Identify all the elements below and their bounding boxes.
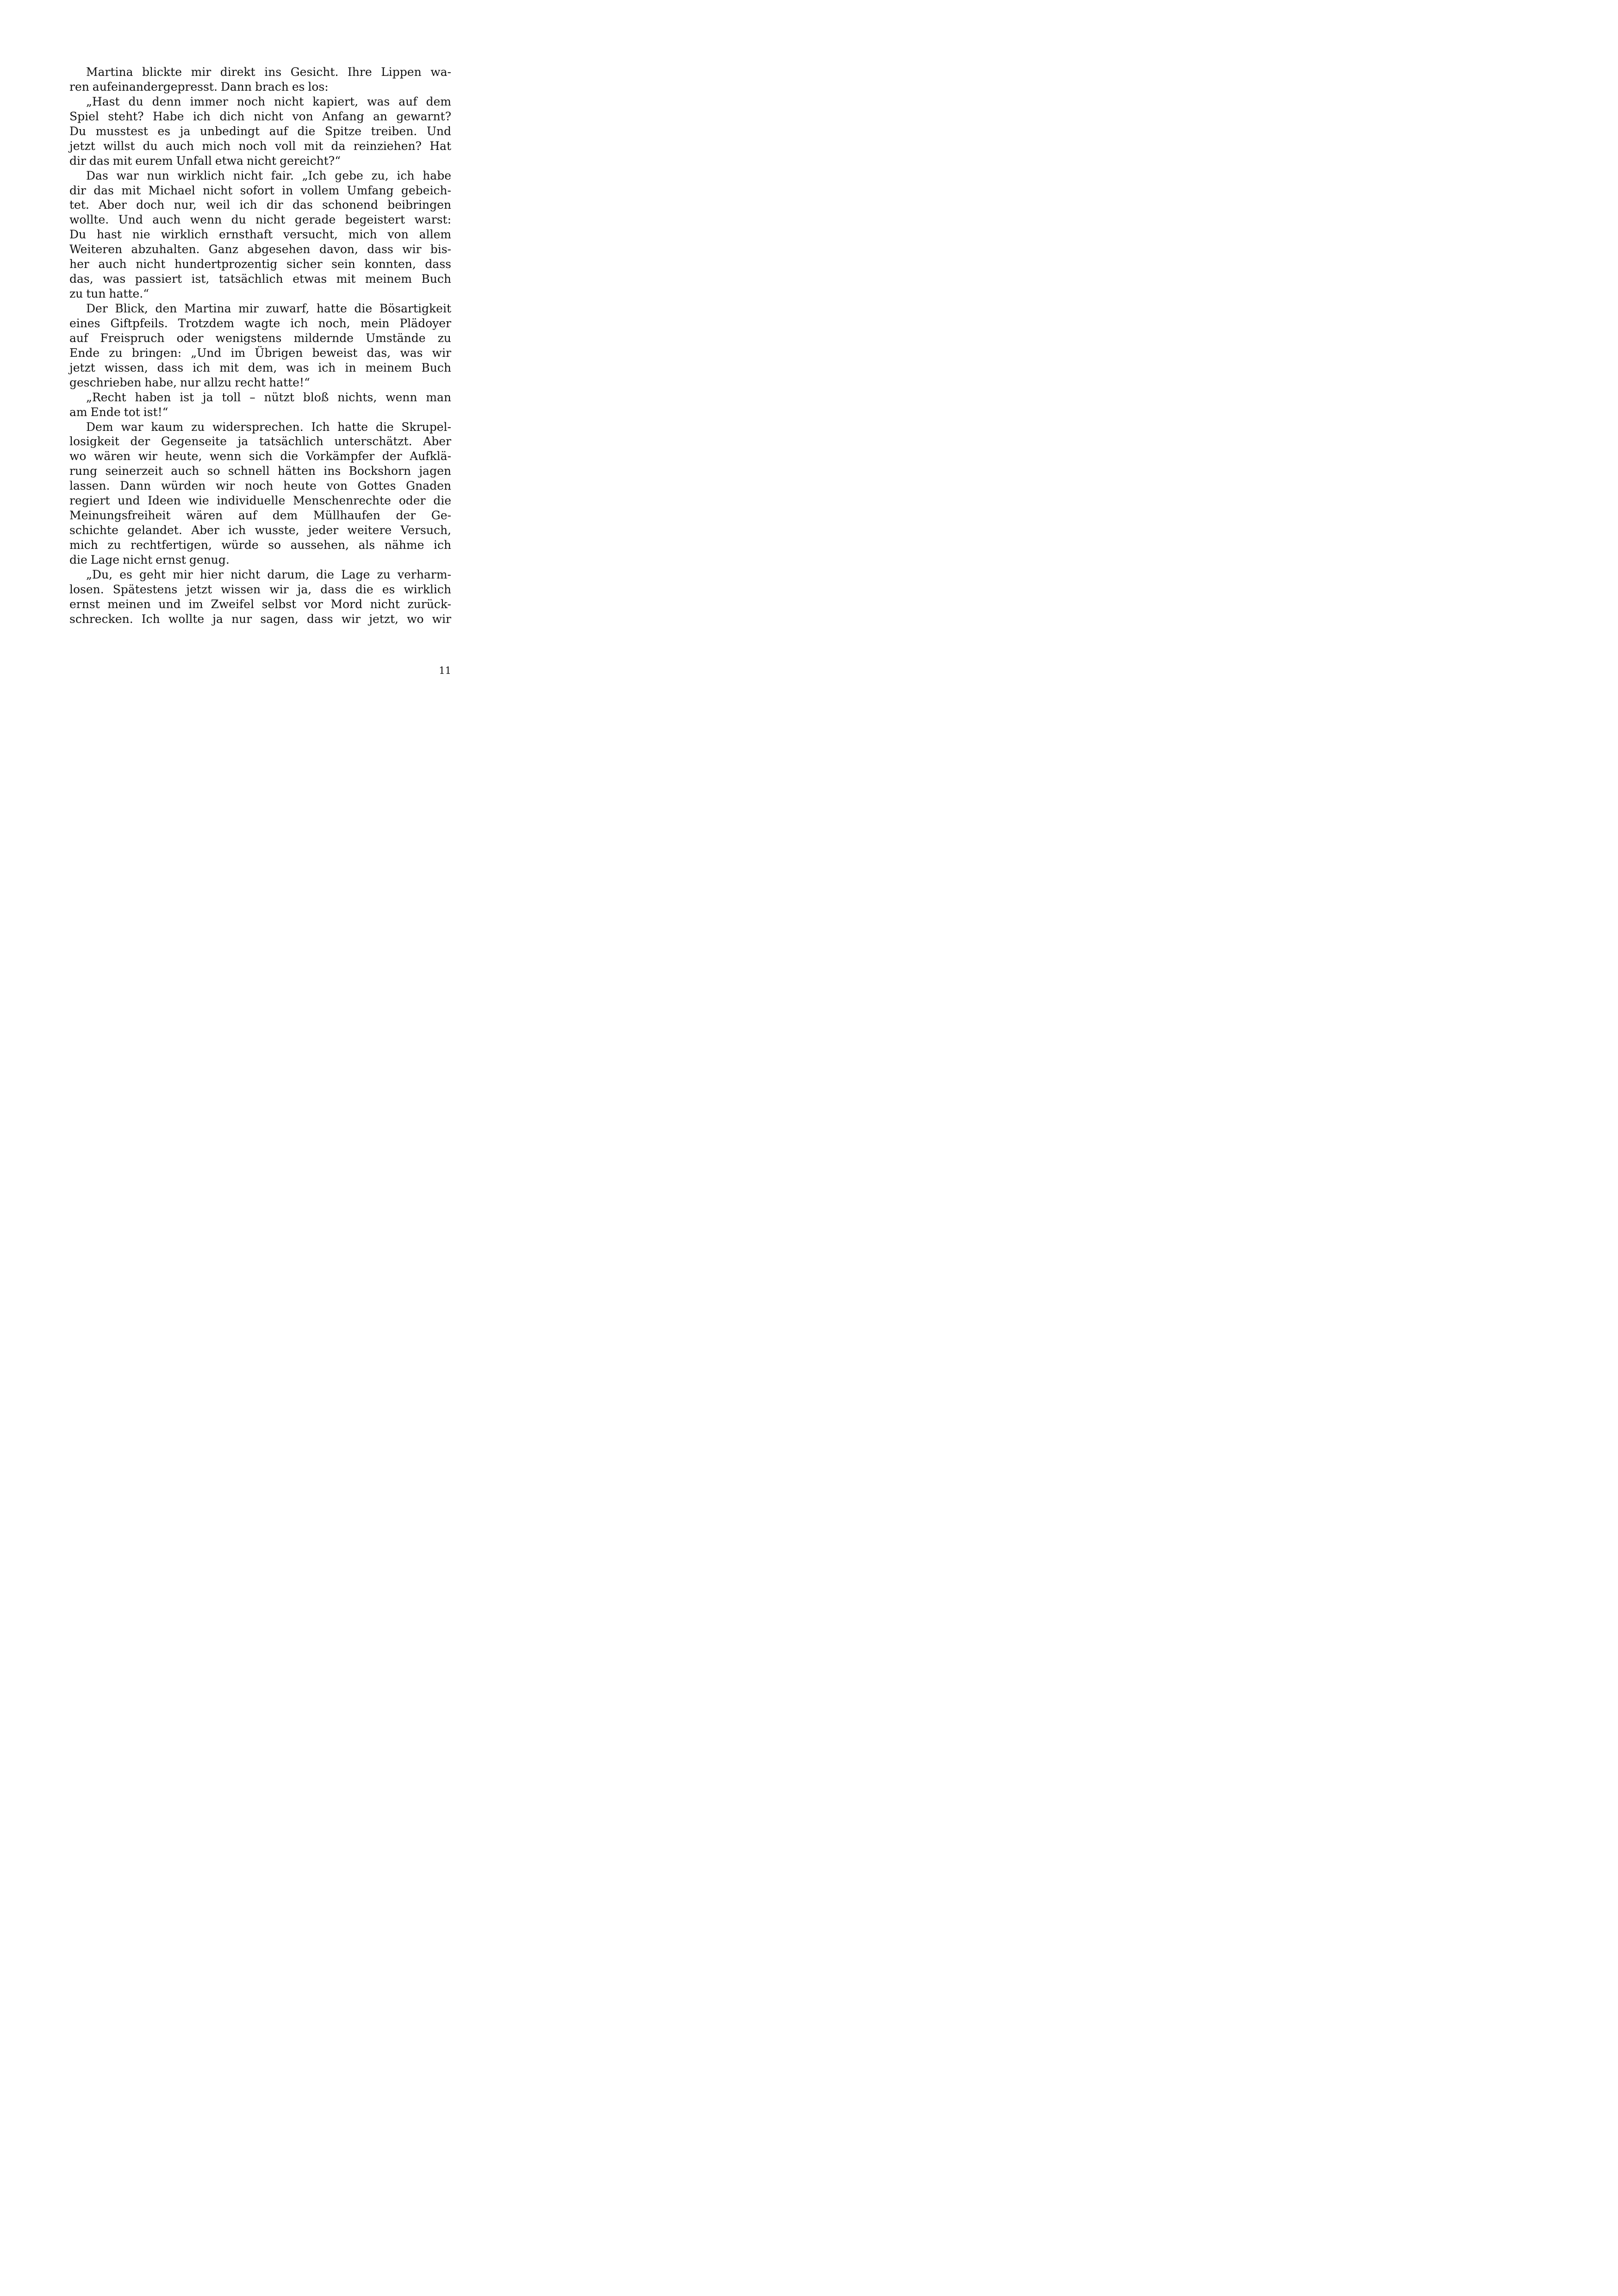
text-line: wollte. Und auch wenn du nicht gerade begeistert warst: [69,213,451,227]
text-line: Meinungsfreiheit wären auf dem Müllhaufen der Ge- [69,509,451,523]
text-line: losigkeit der Gegenseite ja tatsächlich unterschätzt. Aber [69,435,451,448]
text-line: das, was passiert ist, tatsächlich etwas mit meinem Buch [69,272,451,286]
text-line: Ende zu bringen: „Und im Übrigen beweist das, was wir [69,346,451,360]
text-line: losen. Spätestens jetzt wissen wir ja, dass die es wirklich [69,582,451,596]
text-line: am Ende tot ist!“ [69,405,168,419]
body-text [69,65,451,627]
text-line: „Du, es geht mir hier nicht darum, die Lage zu verharm- [86,567,451,581]
text-line: Der Blick, den Martina mir zuwarf, hatte die Bösartigkeit [86,302,451,315]
text-line: her auch nicht hundertprozentig sicher sein konnten, dass [69,257,451,271]
text-line: lassen. Dann würden wir noch heute von Gottes Gnaden [69,479,451,493]
text-line: geschrieben habe, nur allzu recht hatte!“ [69,375,310,389]
book-page [0,0,509,722]
text-line: Du hast nie wirklich ernsthaft versucht, mich von allem [69,228,451,242]
text-line: ernst meinen und im Zweifel selbst vor Mord nicht zurück- [69,597,451,611]
text-line: tet. Aber doch nur, weil ich dir das schonend beibringen [69,198,451,212]
text-line: mich zu rechtfertigen, würde so aussehen, als nähme ich [69,538,451,552]
text-line: rung seinerzeit auch so schnell hätten ins Bockshorn jagen [69,464,451,478]
text-line: zu tun hatte.“ [69,287,149,301]
text-line: ren aufeinandergepresst. Dann brach es los: [69,80,329,93]
text-line: schrecken. Ich wollte ja nur sagen, dass wir jetzt, wo wir [69,612,451,626]
text-line: eines Giftpfeils. Trotzdem wagte ich noch, mein Plädoyer [69,316,451,330]
text-line: Martina blickte mir direkt ins Gesicht. Ihre Lippen wa- [86,65,451,79]
text-line: Du musstest es ja unbedingt auf die Spitze treiben. Und [69,124,451,138]
text-line: dir das mit Michael nicht sofort in vollem Umfang gebeich- [69,183,451,197]
page-number: 11 [439,665,451,676]
text-line: Das war nun wirklich nicht fair. „Ich gebe zu, ich habe [86,168,451,182]
text-line: regiert und Ideen wie individuelle Menschenrechte oder die [69,494,451,508]
text-line: dir das mit eurem Unfall etwa nicht gereicht?“ [69,154,341,168]
text-line: schichte gelandet. Aber ich wusste, jeder weitere Versuch, [69,523,451,537]
text-line: jetzt wissen, dass ich mit dem, was ich in meinem Buch [69,361,451,374]
text-line: Weiteren abzuhalten. Ganz abgesehen davon, dass wir bis- [69,243,451,256]
text-line: „Hast du denn immer noch nicht kapiert, was auf dem [86,94,451,108]
text-line: Spiel steht? Habe ich dich nicht von Anfang an gewarnt? [69,109,451,123]
text-line: wo wären wir heute, wenn sich die Vorkämpfer der Aufklä- [69,449,451,463]
text-line: jetzt willst du auch mich noch voll mit da reinziehen? Hat [69,139,451,153]
text-line: auf Freispruch oder wenigstens mildernde Umstände zu [69,331,451,345]
text-line: die Lage nicht ernst genug. [69,553,230,566]
text-line: „Recht haben ist ja toll – nützt bloß nichts, wenn man [86,390,451,404]
text-line: Dem war kaum zu widersprechen. Ich hatte die Skrupel- [86,420,451,434]
